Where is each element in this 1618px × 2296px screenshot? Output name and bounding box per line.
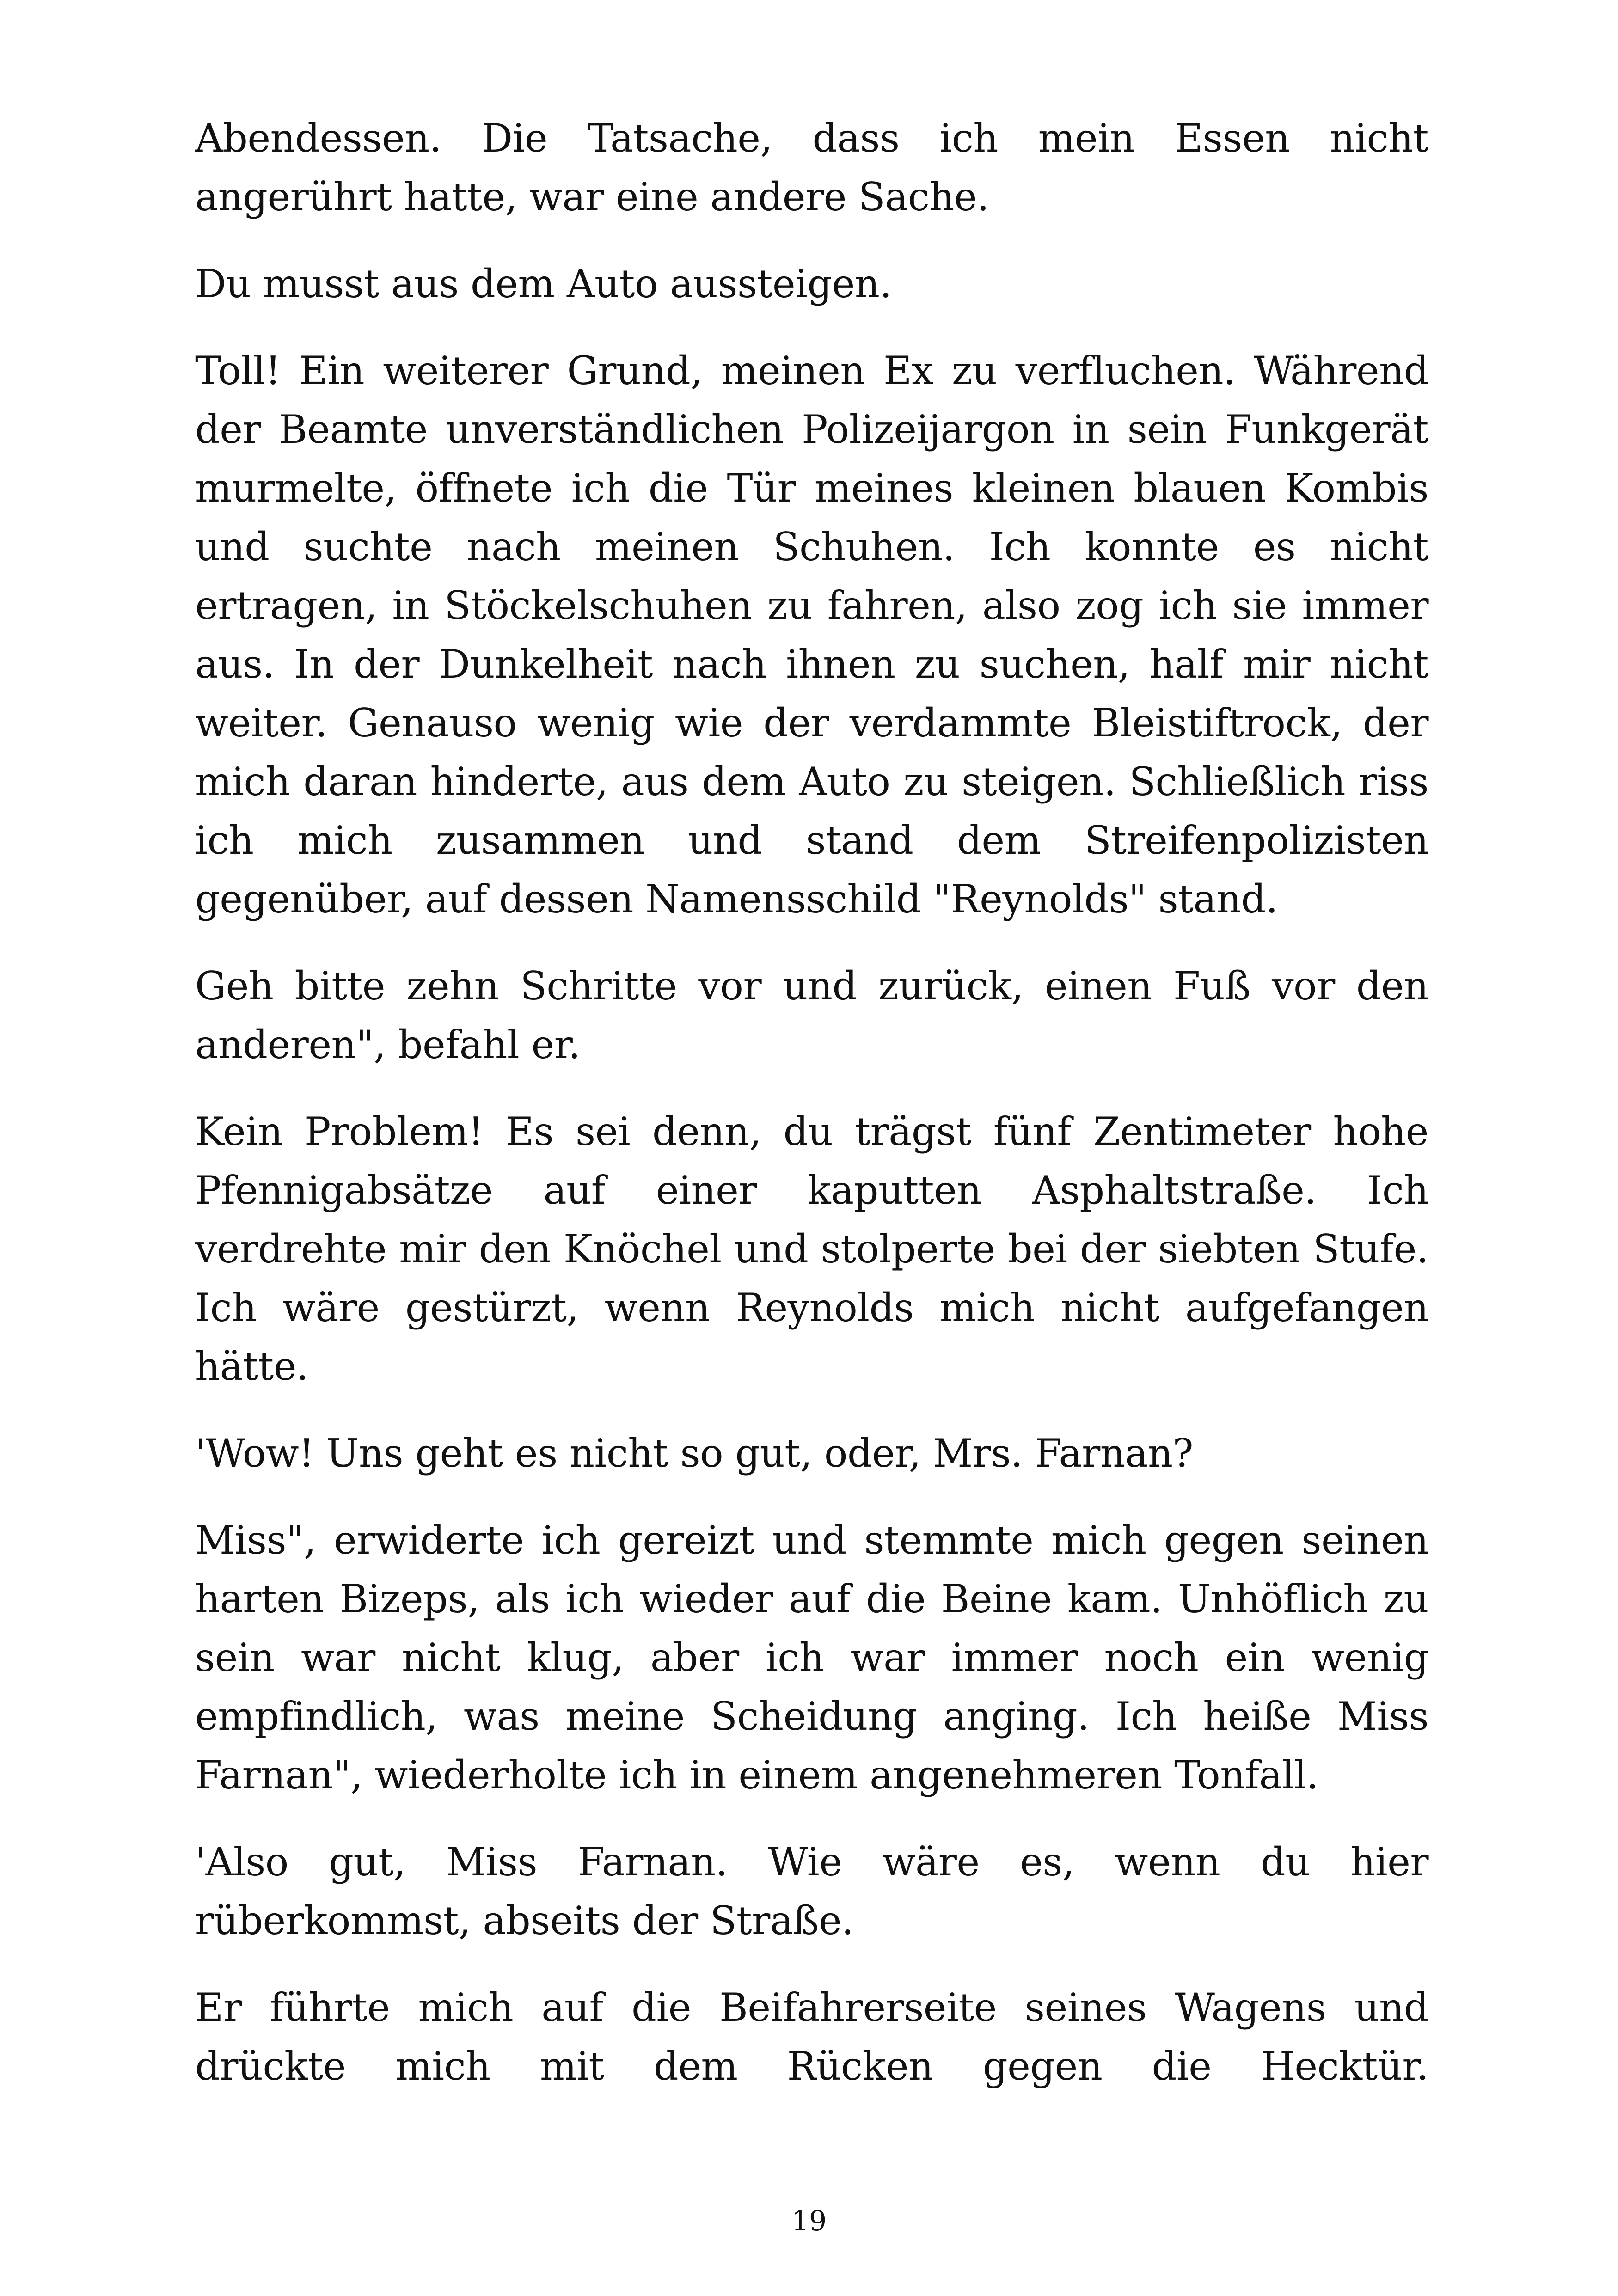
paragraph-2: Du musst aus dem Auto aussteigen. [195, 261, 892, 306]
page-number: 19 [791, 2205, 827, 2237]
paragraph-7: Miss", erwiderte ich gereizt und stemmte mich gegen seinen harten Bizeps, als ich wieder auf die Beine kam. Unhöflich zu sein war nicht klug, aber ich war immer noch ein wenig empfindlich, was meine Scheidung anging. Ich heiße Miss Farnan", wiederholte ich in einem angenehmeren Tonfall. [195, 1518, 1428, 1798]
paragraph-5: Kein Problem! Es sei denn, du trägst fünf Zentimeter hohe Pfennigabsätze auf einer kaputten Asphaltstraße. Ich verdrehte mir den Knöchel und stolperte bei der siebten Stufe. Ich wäre gestürzt, wenn Reynolds mich nicht aufgefangen hätte. [195, 1109, 1428, 1389]
paragraph-4: Geh bitte zehn Schritte vor und zurück, einen Fuß vor den anderen", befahl er. [195, 963, 1428, 1067]
paragraph-6: 'Wow! Uns geht es nicht so gut, oder, Mrs. Farnan? [195, 1431, 1194, 1476]
paragraph-1: Abendessen. Die Tatsache, dass ich mein Essen nicht angerührt hatte, war eine andere Sache. [195, 116, 1428, 220]
paragraph-9: Er führte mich auf die Beifahrerseite seines Wagens und drückte mich mit dem Rücken gegen die Hecktür. [195, 1985, 1428, 2089]
page-body [195, 109, 1428, 2124]
paragraph-8: 'Also gut, Miss Farnan. Wie wäre es, wenn du hier rüberkommst, abseits der Straße. [195, 1839, 1428, 1943]
paragraph-3: Toll! Ein weiterer Grund, meinen Ex zu verfluchen. Während der Beamte unverständlichen Polizeijargon in sein Funkgerät murmelte, öffnete ich die Tür meines kleinen blauen Kombis und suchte nach meinen Schuhen. Ich konnte es nicht ertragen, in Stöckelschuhen zu fahren, also zog ich sie immer aus. In der Dunkelheit nach ihnen zu suchen, half mir nicht weiter. Genauso wenig wie der verdammte Bleistiftrock, der mich daran hinderte, aus dem Auto zu steigen. Schließlich riss ich mich zusammen und stand dem Streifenpolizisten gegenüber, auf dessen Namensschild "Reynolds" stand. [195, 348, 1428, 922]
